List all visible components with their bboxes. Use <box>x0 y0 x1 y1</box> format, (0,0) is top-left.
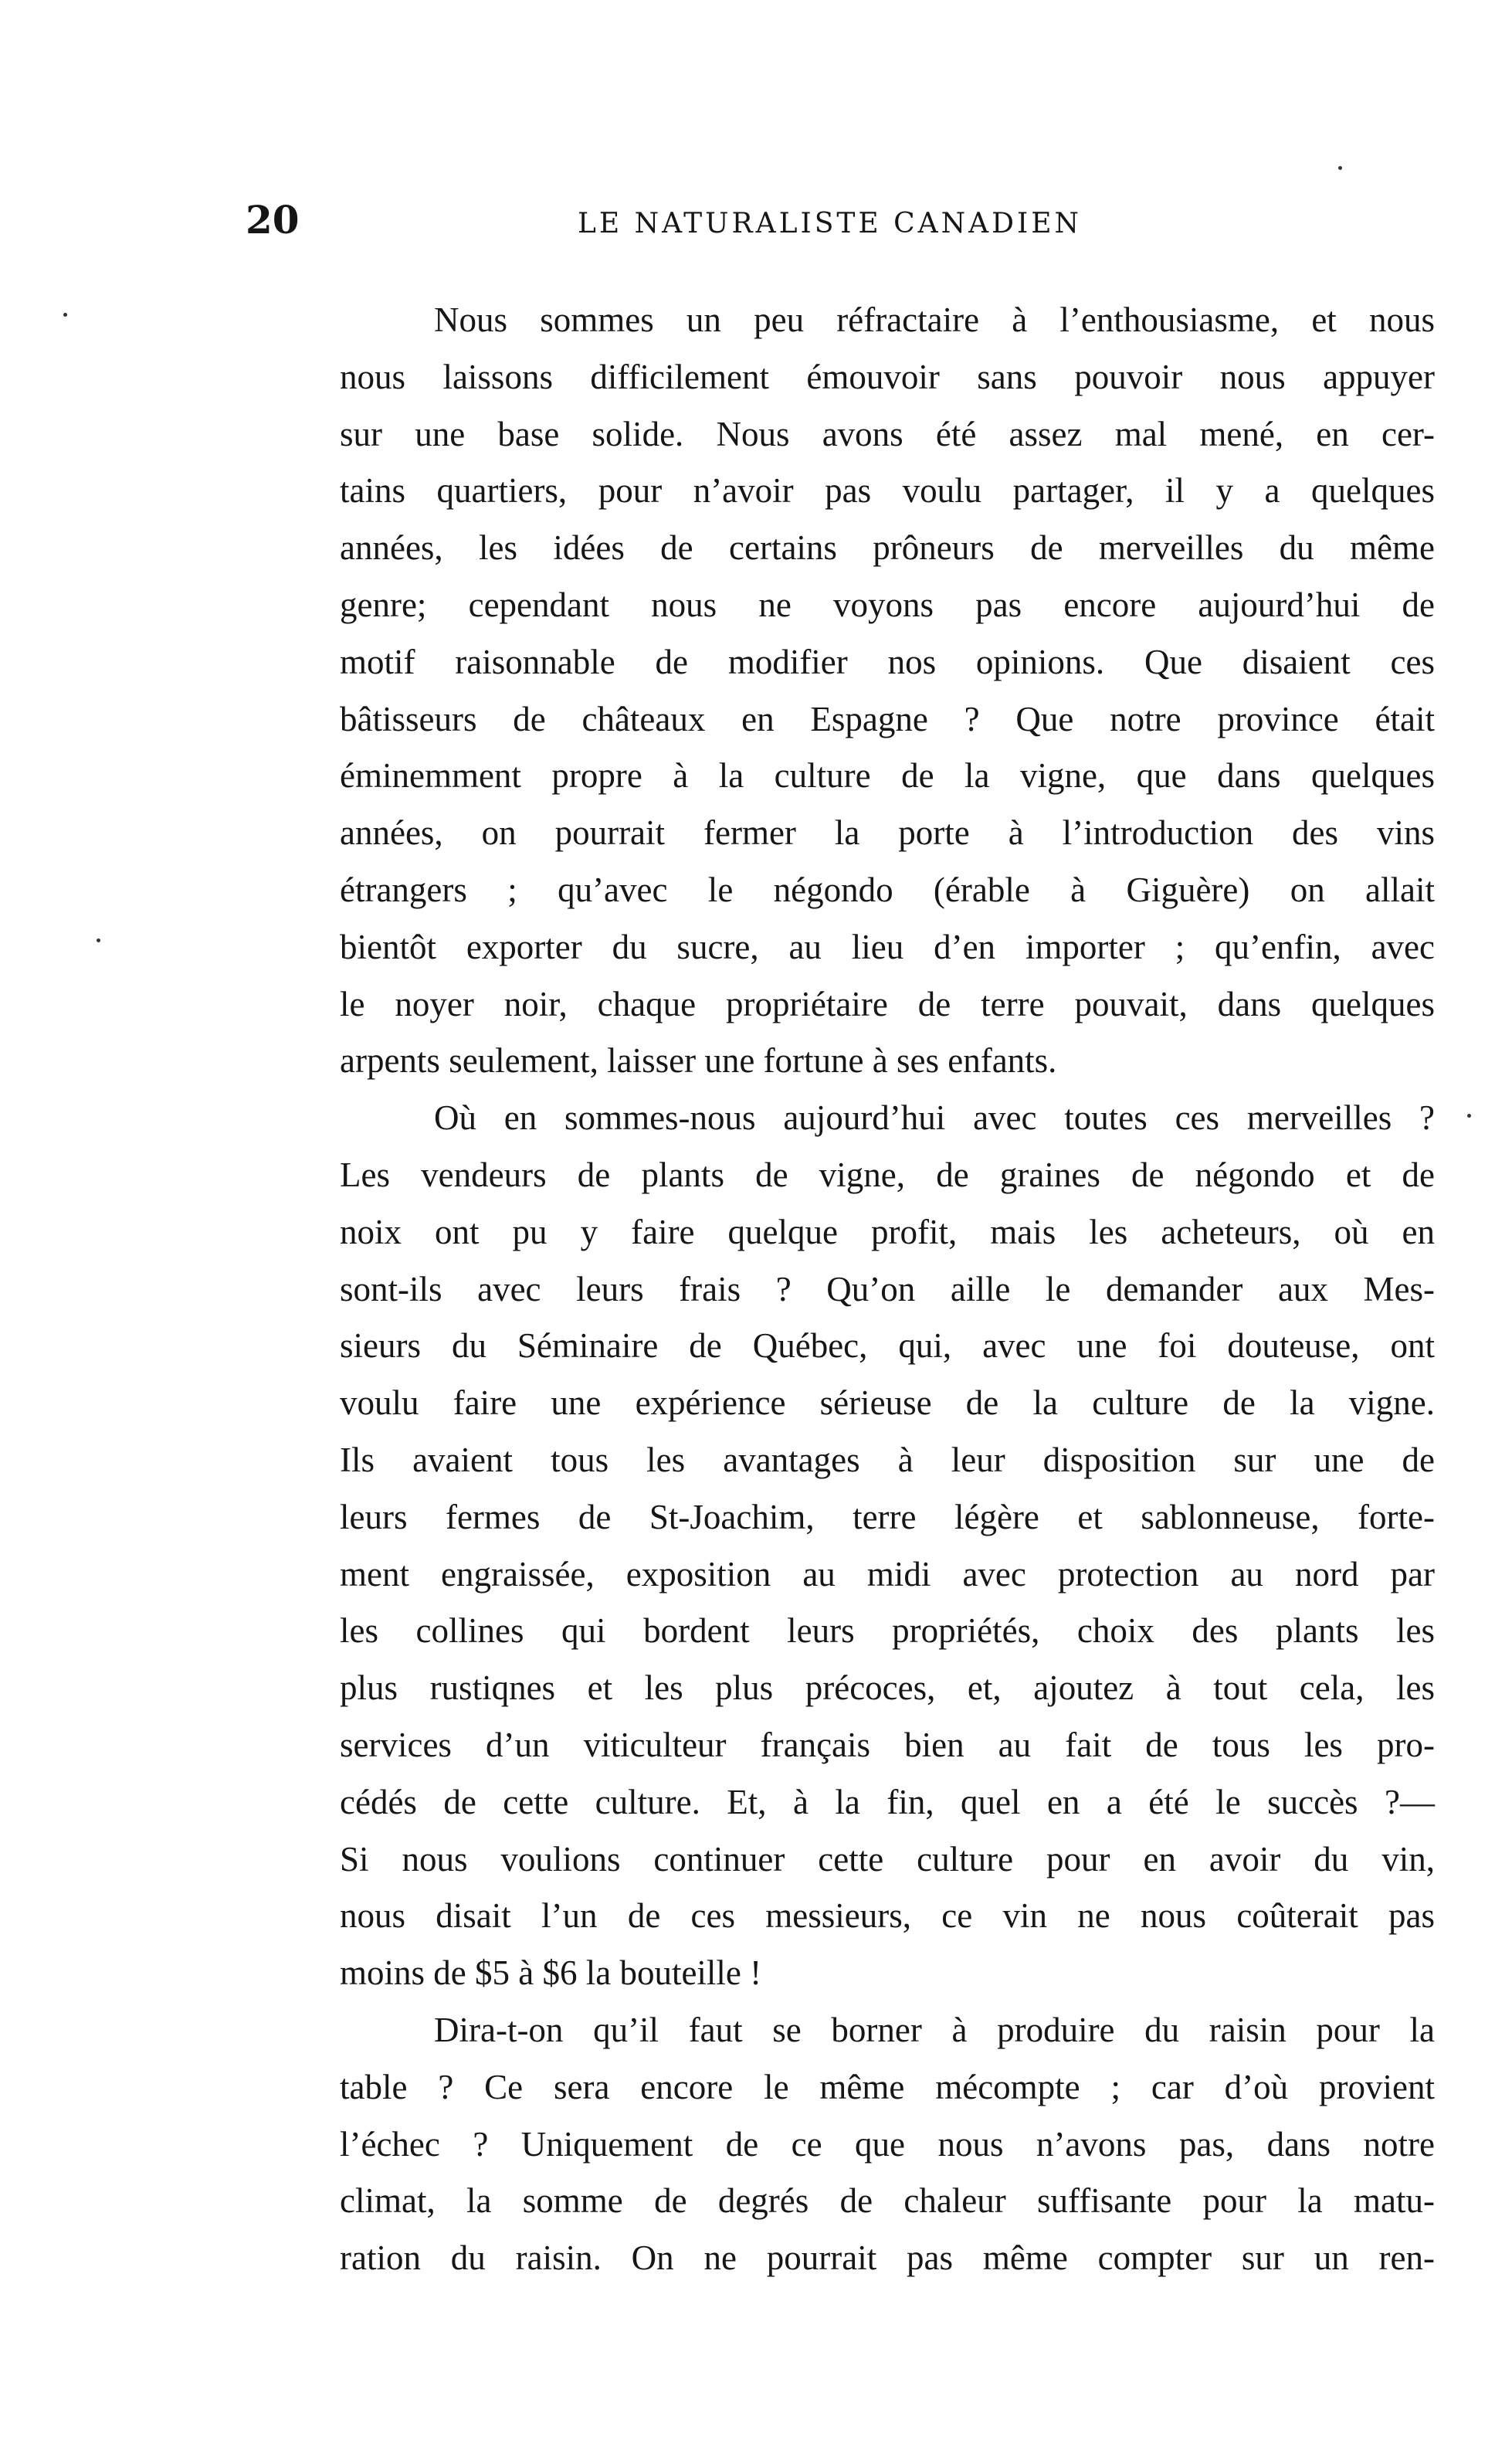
print-speck <box>1467 1114 1471 1118</box>
text-line: ment engraissée, exposition au midi avec protection au nord par <box>340 1554 1435 1593</box>
text-line: éminemment propre à la culture de la vigne, que dans quelques <box>340 756 1435 796</box>
text-line: voulu faire une expérience sérieuse de la culture de la vigne. <box>340 1383 1435 1423</box>
text-line: sur une base solide. Nous avons été assez mal mené, en cer- <box>340 414 1435 453</box>
print-speck <box>63 313 67 317</box>
text-line: moins de $5 à $6 la bouteille ! <box>340 1953 762 1993</box>
paragraph-1 <box>246 292 1435 1090</box>
text-line: années, on pourrait fermer la porte à l’introduction des vins <box>340 813 1435 853</box>
text-line: sont-ils avec leurs frais ? Qu’on aille le demander aux Mes- <box>340 1269 1435 1308</box>
text-line: le noyer noir, chaque propriétaire de terre pouvait, dans quelques <box>340 984 1435 1023</box>
text-line: cédés de cette culture. Et, à la fin, quel en a été le succès ?— <box>340 1782 1435 1821</box>
text-line: nous disait l’un de ces messieurs, ce vin ne nous coûterait pas <box>340 1896 1435 1936</box>
running-title: LE NATURALISTE CANADIEN <box>578 208 1083 239</box>
text-line: leurs fermes de St-Joachim, terre légère et sablonneuse, forte- <box>340 1497 1435 1536</box>
text-line: Ils avaient tous les avantages à leur disposition sur une de <box>340 1440 1435 1479</box>
text-line: sieurs du Séminaire de Québec, qui, avec une foi douteuse, ont <box>340 1326 1435 1366</box>
text-line: étrangers ; qu’avec le négondo (érable à Giguère) on allait <box>340 870 1435 909</box>
text-line: tains quartiers, pour n’avoir pas voulu partager, il y a quelques <box>340 471 1435 511</box>
text-line: Où en sommes-nous aujourd’hui avec toutes ces merveilles ? <box>434 1098 1435 1138</box>
text-line: bientôt exporter du sucre, au lieu d’en importer ; qu’enfin, avec <box>340 927 1435 966</box>
body-text <box>246 292 1435 2287</box>
text-line: Si nous voulions continuer cette culture pour en avoir du vin, <box>340 1839 1435 1879</box>
page-number: 20 <box>246 197 300 243</box>
text-line: motif raisonnable de modifier nos opinions. Que disaient ces <box>340 642 1435 681</box>
text-line: climat, la somme de degrés de chaleur suffisante pour la matu- <box>340 2181 1435 2221</box>
text-line: nous laissons difficilement émouvoir sans pouvoir nous appuyer <box>340 357 1435 396</box>
print-speck <box>1338 166 1342 170</box>
text-line: Dira-t-on qu’il faut se borner à produire du raisin pour la <box>434 2010 1435 2049</box>
text-line: services d’un viticulteur français bien au fait de tous les pro- <box>340 1725 1435 1764</box>
print-speck <box>97 938 100 942</box>
text-line: ration du raisin. On ne pourrait pas même compter sur un ren- <box>340 2238 1435 2278</box>
paragraph-3 <box>246 2002 1435 2287</box>
paragraph-2 <box>246 1090 1435 2002</box>
text-line: genre; cependant nous ne voyons pas encore aujourd’hui de <box>340 585 1435 624</box>
text-line: Les vendeurs de plants de vigne, de graines de négondo et de <box>340 1155 1435 1194</box>
text-line: bâtisseurs de châteaux en Espagne ? Que notre province était <box>340 699 1435 738</box>
text-line: table ? Ce sera encore le même mécompte ; car d’où provient <box>340 2067 1435 2106</box>
text-line: l’échec ? Uniquement de ce que nous n’avons pas, dans notre <box>340 2124 1435 2164</box>
page-header <box>246 197 1435 259</box>
text-line: les collines qui bordent leurs propriétés, choix des plants les <box>340 1611 1435 1651</box>
text-line: noix ont pu y faire quelque profit, mais les acheteurs, où en <box>340 1212 1435 1251</box>
text-line: arpents seulement, laisser une fortune à ses enfants. <box>340 1041 1057 1081</box>
text-line: années, les idées de certains prôneurs de merveilles du même <box>340 528 1435 568</box>
text-line: plus rustiqnes et les plus précoces, et, ajoutez à tout cela, les <box>340 1668 1435 1708</box>
text-line: Nous sommes un peu réfractaire à l’enthousiasme, et nous <box>434 300 1435 339</box>
